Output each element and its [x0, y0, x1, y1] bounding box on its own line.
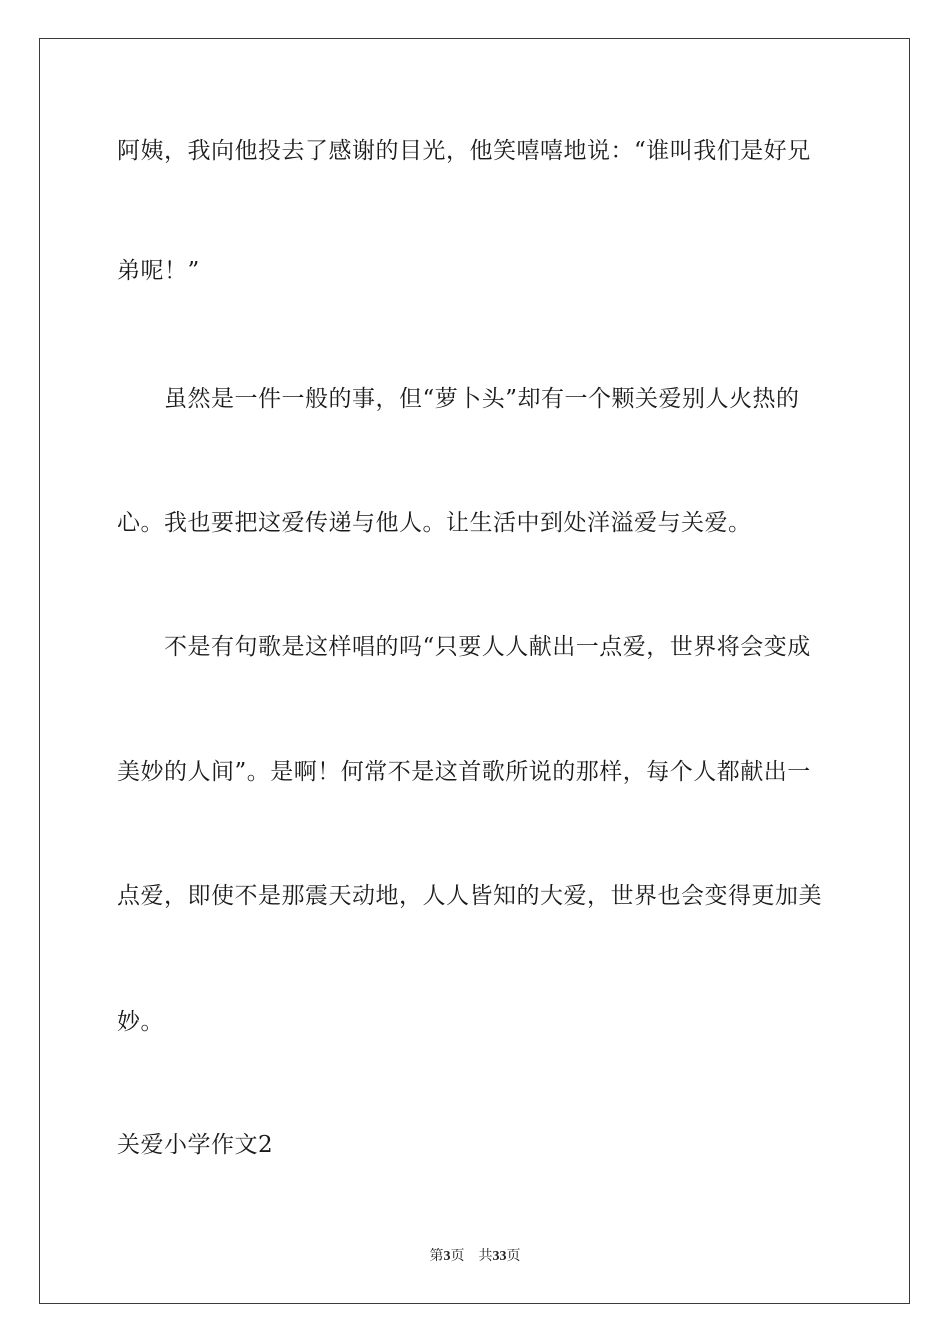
paragraph-line-5: 不是有句歌是这样唱的吗“只要人人献出一点爱，世界将会变成	[164, 634, 811, 660]
section-heading: 关爱小学作文2	[117, 1132, 274, 1158]
total-pages: 33	[492, 1249, 507, 1264]
page-border	[39, 38, 910, 1304]
total-prefix: 共	[478, 1248, 493, 1264]
page-suffix: 页	[450, 1248, 465, 1264]
paragraph-line-6: 美妙的人间”。是啊！何常不是这首歌所说的那样，每个人都献出一	[117, 759, 811, 785]
page-prefix: 第	[429, 1248, 444, 1264]
paragraph-line-7: 点爱，即使不是那震天动地，人人皆知的大爱，世界也会变得更加美	[117, 883, 822, 909]
page-number: 3	[443, 1249, 451, 1264]
paragraph-line-4: 心。我也要把这爱传递与他人。让生活中到处洋溢爱与关爱。	[117, 510, 752, 536]
paragraph-line-1: 阿姨，我向他投去了感谢的目光，他笑嘻嘻地说：“谁叫我们是好兄	[117, 138, 811, 164]
page-footer	[0, 1247, 950, 1266]
total-suffix: 页	[506, 1248, 521, 1264]
paragraph-line-3: 虽然是一件一般的事，但“萝卜头”却有一个颗关爱别人火热的	[164, 386, 800, 412]
paragraph-line-8: 妙。	[117, 1009, 164, 1035]
paragraph-line-2: 弟呢！”	[117, 258, 200, 284]
